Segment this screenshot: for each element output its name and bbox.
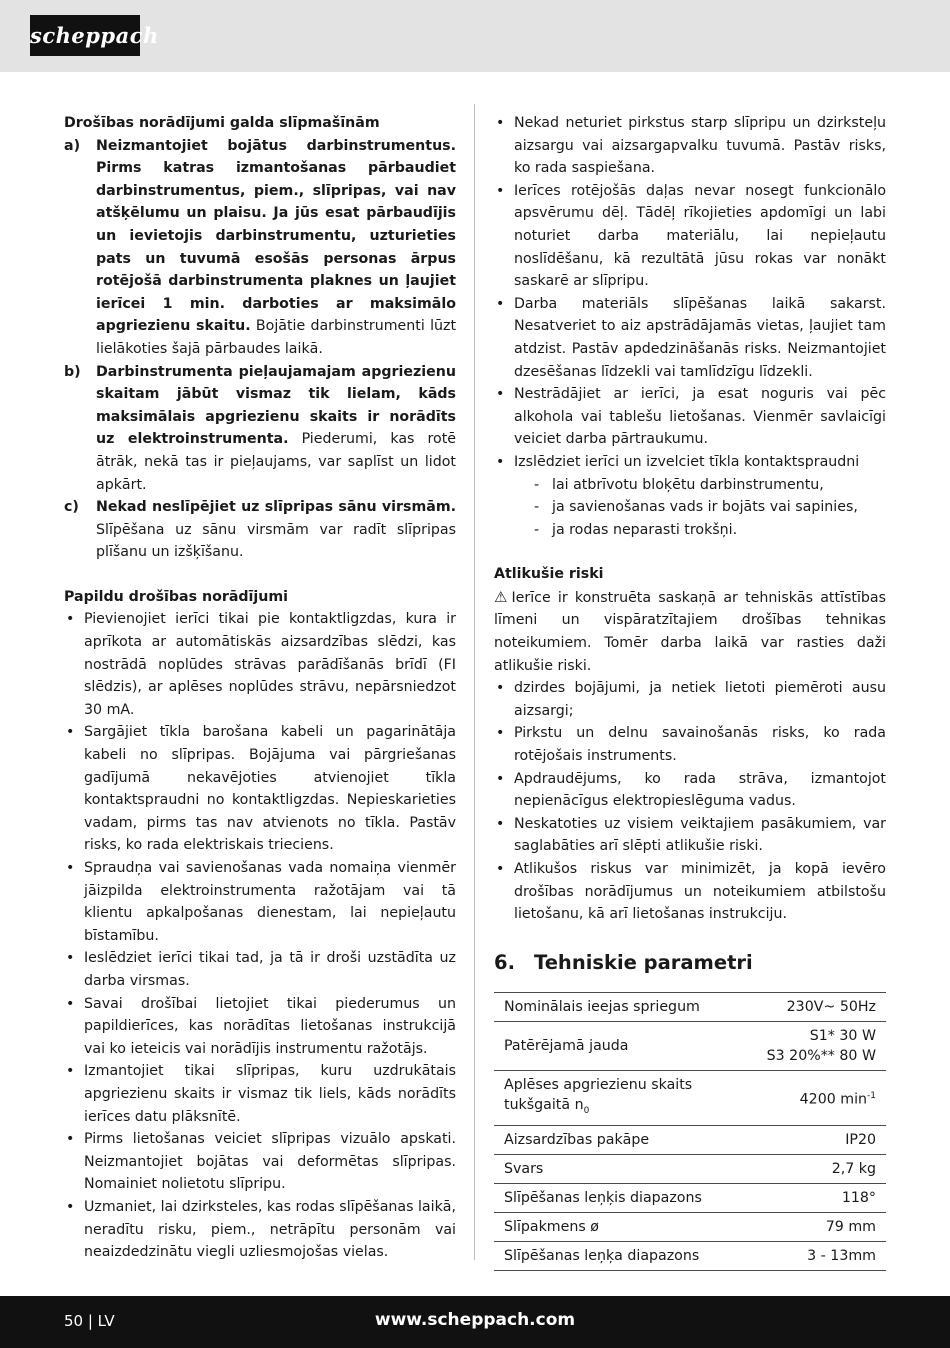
spec-label: Svars	[494, 1154, 740, 1183]
spec-label: Slīpēšanas leņķis diapazons	[494, 1183, 740, 1212]
list-item: • Nekad neturiet pirkstus starp slīpripu un dzirksteļu aizsargu vai aizsargapvalku tuvumā. Pastāv risks, ko rada saspiešana.	[494, 112, 886, 180]
footer-bar	[0, 1296, 950, 1348]
item-body	[96, 135, 456, 361]
additional-safety-list	[64, 608, 456, 1263]
section-title-additional-safety: Papildu drošības norādījumi	[64, 588, 289, 605]
list-item: • Pirms lietošanas veiciet slīpripas vizuālo apskati. Neizmantojiet bojātas vai deformētas slīpripas. Nomainiet nolietotu slīpripu.	[64, 1128, 456, 1196]
spec-label: Patērējamā jauda	[494, 1021, 740, 1070]
section-heading-text: Tehniskie parametri	[534, 950, 753, 974]
spec-value-line: S3 20%** 80 W	[766, 1047, 876, 1064]
spec-label: Nominālais ieejas spriegum	[494, 992, 740, 1021]
list-item: • Neskatoties uz visiem veiktajiem pasākumiem, var saglabāties arī slēpti atlikušie riski.	[494, 813, 886, 858]
table-row	[494, 1021, 886, 1070]
list-item: • Atlikušos riskus var minimizēt, ja kopā ievēro drošības norādījumus un noteikumiem atbilstošu lietošanu, kā arī lietošanas instrukciju.	[494, 858, 886, 926]
residual-risks-intro-text: Ierīce ir konstruēta saskaņā ar tehniskās attīstības līmeni un vispāratzītajiem drošības tehnikas noteikumiem. Tomēr darba laikā var rasties daži atlikušie riski.	[494, 589, 886, 674]
spec-label-text: tukšgaitā n	[504, 1096, 584, 1113]
list-item: • Uzmaniet, lai dzirksteles, kas rodas slīpēšanas laikā, neradītu risku, piem., netrāpītu personām vai neaizdedzinātu viegli uzliesmojošas vielas.	[64, 1196, 456, 1264]
spec-label: Slīpēšanas leņķa diapazons	[494, 1241, 740, 1270]
list-item-a	[64, 135, 456, 361]
list-item: - lai atbrīvotu bloķētu darbinstrumentu,	[514, 474, 886, 497]
unplug-conditions-list	[514, 474, 886, 542]
header-bar	[0, 0, 950, 72]
spec-value: 230V~ 50Hz	[740, 992, 886, 1021]
residual-risks-list	[494, 677, 886, 926]
left-column	[64, 112, 456, 1264]
spacer	[64, 564, 456, 586]
table-row	[494, 1125, 886, 1154]
table-row	[494, 1154, 886, 1183]
spec-label	[494, 1070, 740, 1125]
column-divider	[474, 104, 475, 1260]
spec-value-text: 4200 min	[799, 1091, 868, 1108]
list-item: • Izmantojiet tikai slīpripas, kuru uzdrukātais apgriezienu skaits ir vismaz tik liels, kāds norādīts ierīces datu plāksnītē.	[64, 1060, 456, 1128]
list-item: • Pievienojiet ierīci tikai pie kontaktligzdas, kura ir aprīkota ar automātiskās aizsardzības slēdzi, kas nostrādā noplūdes strāvas parādīšanās brīdī (FI slēdzis), ar aplēses noplūdes strāvu, nepārsniedzot 30 mA.	[64, 608, 456, 721]
item-body	[96, 361, 456, 497]
list-item: • Ierīces rotējošās daļas nevar nosegt funkcionālo apsvērumu dēļ. Tādēļ rīkojieties apdomīgi un labi noturiet darba materiālu, lai nepieļautu noslīdēšanu, kā rezultātā jūsu rokas var nonākt saskarē ar slīpripu.	[494, 180, 886, 293]
list-item: • Darba materiāls slīpēšanas laikā sakarst. Nesatveriet to aiz apstrādājamās vietas, ļaujiet tam atdzist. Pastāv apdedzināšanās risks. Neizmantojiet dzesēšanas līdzekli vai tamlīdzīgu līdzekli.	[494, 293, 886, 383]
warning-triangle-icon: ⚠	[494, 587, 508, 606]
safety-continued-list	[494, 112, 886, 541]
list-item: • Nestrādājiet ar ierīci, ja esat noguris vai pēc alkohola vai tablešu lietošanas. Vienmēr savlaicīgi veiciet darba pārtraukumu.	[494, 383, 886, 451]
item-normal-text: Piederumi, kas rotē ātrāk, nekā tas ir pieļaujams, var saplīst un lidot apkārt.	[96, 431, 457, 493]
item-marker: b)	[64, 363, 81, 380]
list-item: - ja rodas neparasti trokšņi.	[514, 519, 886, 542]
spec-label-subscript: 0	[583, 1105, 590, 1116]
list-item: • Sargājiet tīkla barošana kabeli un pagarinātāja kabeli no slīpripas. Bojājuma vai pārgriešanas gadījumā nekavējoties atvienojiet tīkla kontaktspraudni no kontaktligzdas. Nepieskarieties vadam, pirms tas nav atvienots no tīkla. Pastāv risks, ko rada elektriskais trieciens.	[64, 721, 456, 857]
item-normal-text: Bojātie darbinstrumenti lūzt lielākoties šajā pārbaudes laikā.	[96, 318, 457, 357]
brand-logo: scheppach	[30, 15, 140, 56]
section-heading-technical	[494, 950, 886, 976]
table-row	[494, 1241, 886, 1270]
spec-value: 3 - 13mm	[740, 1241, 886, 1270]
list-item-unplug	[494, 451, 886, 541]
table-row	[494, 1070, 886, 1125]
table-row	[494, 992, 886, 1021]
residual-risks-intro	[494, 586, 886, 677]
spec-value: 118°	[740, 1183, 886, 1212]
item-body	[96, 496, 456, 564]
item-bold-text: Neizmantojiet bojātus darbinstrumentus. Pirms katras izmantošanas pārbaudiet darbinstrumentus, piem., slīpripas, vai nav atšķēlumu un plaisu. Ja jūs esat pārbaudījis un ievietojis darbinstrumentu, uzturieties pats un tuvumā esošās personas ārpus rotējošā darbinstrumenta plaknes un ļaujiet ierīcei 1 min. darboties ar maksimālo apgriezienu skaitu.	[96, 137, 456, 335]
spec-value: IP20	[740, 1125, 886, 1154]
item-marker: a)	[64, 137, 81, 154]
list-item: • Pirkstu un delnu savainošanās risks, ko rada rotējošais instruments.	[494, 722, 886, 767]
item-normal-text: Slīpēšana uz sānu virsmām var radīt slīpripas plīšanu un izšķīšanu.	[96, 521, 456, 561]
section-number: 6.	[494, 950, 515, 974]
list-item: • Savai drošībai lietojiet tikai piederumus un papildierīces, kas norādītas lietošanas instrukcijā vai ko ieteicis vai norādījis instrumentu ražotājs.	[64, 993, 456, 1061]
spec-label-line: Aplēses apgriezienu skaits	[504, 1076, 693, 1093]
page-number: 50 | LV	[64, 1312, 115, 1330]
table-row	[494, 1212, 886, 1241]
list-item-c	[64, 496, 456, 564]
section-title-residual-risks: Atlikušie riski	[494, 566, 604, 583]
spec-label: Slīpakmens ø	[494, 1212, 740, 1241]
item-marker: c)	[64, 499, 79, 516]
spec-value	[740, 1021, 886, 1070]
spacer	[494, 541, 886, 563]
spec-value: 79 mm	[740, 1212, 886, 1241]
right-column	[494, 112, 886, 1271]
item-bold-text: Nekad neslīpējiet uz slīpripas sānu virsmām.	[96, 499, 456, 516]
item-bold-text: Darbinstrumenta pieļaujamajam apgriezienu skaitam jābūt vismaz tik lielam, kāds maksimālais apgriezienu skaits ir norādīts uz elektroinstrumenta.	[96, 363, 456, 448]
specs-table	[494, 992, 886, 1271]
list-item: • Apdraudējums, ko rada strāva, izmantojot nepienācīgus elektropieslēguma vadus.	[494, 768, 886, 813]
section-title-grinder-safety: Drošības norādījumi galda slīpmašīnām	[64, 115, 380, 131]
spec-label: Aizsardzības pakāpe	[494, 1125, 740, 1154]
table-row	[494, 1183, 886, 1212]
spec-label-line	[504, 1095, 730, 1121]
spec-value-line: S1* 30 W	[809, 1027, 876, 1044]
unplug-text: Izslēdziet ierīci un izvelciet tīkla kontaktspraudni	[514, 453, 860, 470]
website-link[interactable]: www.scheppach.com	[374, 1310, 576, 1330]
list-item: • Ieslēdziet ierīci tikai tad, ja tā ir droši uzstādīta uz darba virsmas.	[64, 947, 456, 992]
list-item: • Spraudņa vai savienošanas vada nomaiņa vienmēr jāizpilda elektroinstrumenta ražotājam vai tā klientu apkalpošanas dienestam, lai nepieļautu bīstamību.	[64, 857, 456, 947]
list-item-b	[64, 361, 456, 497]
spec-value: 2,7 kg	[740, 1154, 886, 1183]
spec-value	[740, 1070, 886, 1125]
list-item: • dzirdes bojājumi, ja netiek lietoti piemēroti ausu aizsargi;	[494, 677, 886, 722]
list-item: - ja savienošanas vads ir bojāts vai sapinies,	[514, 496, 886, 519]
spec-value-superscript: -1	[867, 1090, 876, 1101]
